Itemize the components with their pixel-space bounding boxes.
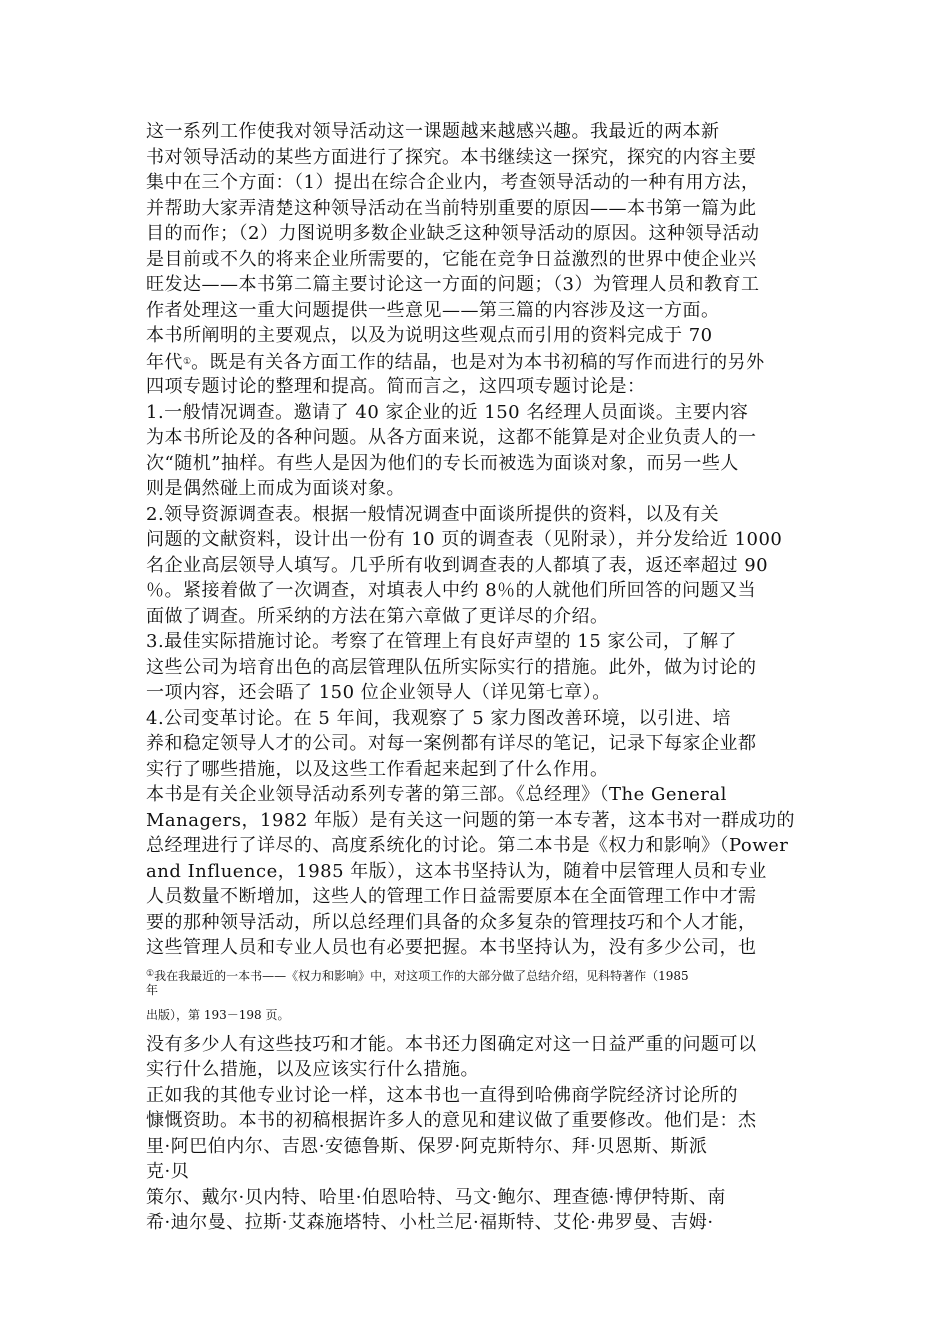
footnote-line: 出版），第 193－198 页。 [146,1008,290,1022]
text-line: 书对领导活动的某些方面进行了探究。本书继续这一探究，探究的内容主要 [146,147,757,168]
text-line: 正如我的其他专业讨论一样，这本书也一直得到哈佛商学院经济讨论所的 [146,1085,738,1106]
text-line: 要的那种领导活动，所以总经理们具备的众多复杂的管理技巧和个人才能， [146,912,757,933]
text-line: 旺发达——本书第二篇主要讨论这一方面的问题；（3）为管理人员和教育工 [146,274,760,295]
text-line: 希·迪尔曼、拉斯·艾森施塔特、小杜兰尼·福斯特、艾伦·弗罗曼、吉姆· [146,1212,714,1233]
text-line: 总经理进行了详尽的、高度系统化的讨论。第二本书是《权力和影响》（Power [146,835,789,856]
text-line: 2.领导资源调查表。根据一般情况调查中面谈所提供的资料，以及有关 [146,504,720,525]
text-line: 集中在三个方面：（1）提出在综合企业内，考查领导活动的一种有用方法， [146,172,760,193]
text-line: 并帮助大家弄清楚这种领导活动在当前特别重要的原因——本书第一篇为此 [146,198,757,219]
text-line: 3.最佳实际措施讨论。考察了在管理上有良好声望的 15 家公司，了解了 [146,631,738,652]
text-line: 为本书所论及的各种问题。从各方面来说，这都不能算是对企业负责人的一 [146,427,757,448]
text-line: 1.一般情况调查。邀请了 40 家企业的近 150 名经理人员面谈。主要内容 [146,402,749,423]
text-line: 人员数量不断增加，这些人的管理工作日益需要原本在全面管理工作中才需 [146,886,757,907]
text-line: 问题的文献资料，设计出一份有 10 页的调查表（见附录），并分发给近 1000 [146,529,783,550]
text-line: 实行了哪些措施，以及这些工作看起来起到了什么作用。 [146,759,609,780]
text-line: 里·阿巴伯内尔、吉恩·安德鲁斯、保罗·阿克斯特尔、拜·贝恩斯、斯派 [146,1136,708,1157]
text-line: Managers，1982 年版）是有关这一问题的第一本专著，这本书对一群成功的 [146,810,796,831]
text-line: 是目前或不久的将来企业所需要的，它能在竞争日益激烈的世界中使企业兴 [146,249,757,270]
text-line: 养和稳定领导人才的公司。对每一案例都有详尽的笔记，记录下每家企业都 [146,733,757,754]
text-segment: 。既是有关各方面工作的结晶，也是对为本书初稿的写作而进行的另外 [191,352,765,373]
text-line: 4.公司变革讨论。在 5 年间，我观察了 5 家力图改善环境，以引进、培 [146,708,731,729]
text-line: ％。紧接着做了一次调查，对填表人中约 8％的人就他们所回答的问题又当 [146,580,757,601]
text-line: 一项内容，还会晤了 150 位企业领导人（详见第七章）。 [146,682,611,703]
text-line: 作者处理这一重大问题提供一些意见——第三篇的内容涉及这一方面。 [146,300,720,321]
text-line: 次“随机”抽样。有些人是因为他们的专长而被选为面谈对象，而另一些人 [146,453,739,474]
footnote-line [146,966,689,984]
footnote-marker: ① [146,969,155,979]
footnote-ref-marker: ① [183,357,192,367]
text-line: 慷慨资助。本书的初稿根据许多人的意见和建议做了重要修改。他们是：杰 [146,1110,757,1131]
text-segment: 年代 [146,352,183,373]
text-line: 这些管理人员和专业人员也有必要把握。本书坚持认为，没有多少公司，也 [146,937,757,958]
text-line: 名企业高层领导人填写。几乎所有收到调查表的人都填了表，返还率超过 90 [146,555,769,576]
text-line: 这些公司为培育出色的高层管理队伍所实际实行的措施。此外，做为讨论的 [146,657,757,678]
text-line: 这一系列工作使我对领导活动这一课题越来越感兴趣。我最近的两本新 [146,121,720,142]
text-line: 实行什么措施，以及应该实行什么措施。 [146,1059,479,1080]
text-line: and Influence，1985 年版），这本书坚持认为，随着中层管理人员和专业 [146,861,767,882]
text-line: 目的而作；（2）力图说明多数企业缺乏这种领导活动的原因。这种领导活动 [146,223,760,244]
text-line-with-footnote-ref [146,350,765,375]
text-line: 四项专题讨论的整理和提高。简而言之，这四项专题讨论是： [146,376,646,397]
text-line: 克·贝 [146,1161,190,1182]
text-line: 没有多少人有这些技巧和才能。本书还力图确定对这一日益严重的问题可以 [146,1034,757,1055]
text-line: 策尔、戴尔·贝内特、哈里·伯恩哈特、马文·鲍尔、理查德·博伊特斯、南 [146,1187,726,1208]
text-line: 本书是有关企业领导活动系列专著的第三部。《总经理》（The General [146,784,727,805]
text-line: 则是偶然碰上而成为面谈对象。 [146,478,405,499]
text-line: 本书所阐明的主要观点，以及为说明这些观点而引用的资料完成于 70 [146,325,713,346]
footnote-line: 年 [146,983,159,997]
text-line: 面做了调查。所采纳的方法在第六章做了更详尽的介绍。 [146,606,609,627]
footnote-text: 我在我最近的一本书——《权力和影响》中，对这项工作的大部分做了总结介绍，见科特著作（1985 [154,969,689,983]
